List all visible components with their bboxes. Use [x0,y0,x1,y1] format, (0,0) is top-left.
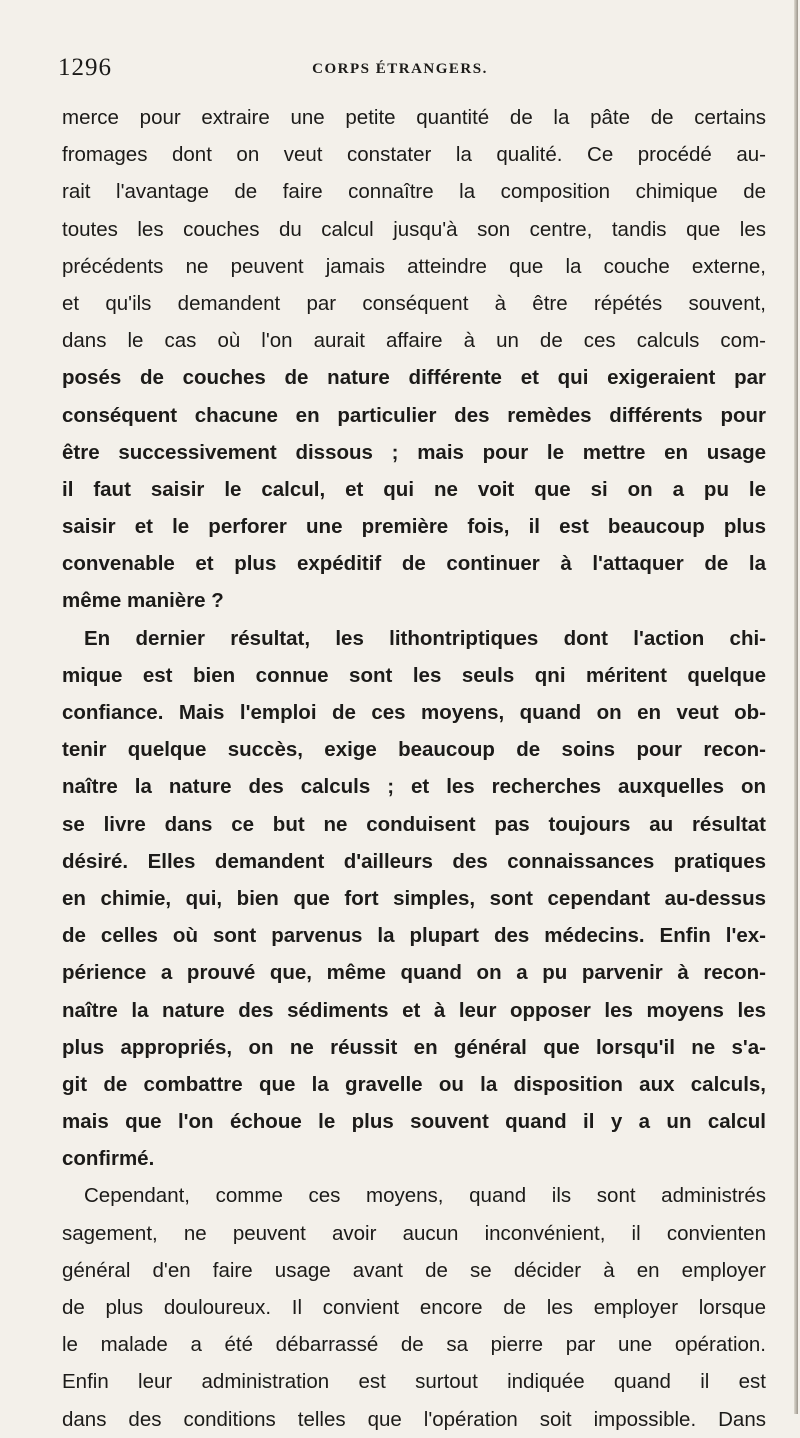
page-header [0,54,800,88]
text-line: naître la nature des calculs ; et les recherches auxquelles on [62,775,766,799]
text-line: sagement, ne peuvent avoir aucun inconvénient, il convienten [62,1221,766,1245]
text-line: naître la nature des sédiments et à leur opposer les moyens les [62,998,766,1022]
body-text [62,99,766,1438]
page-edge-shadow [794,0,798,1414]
text-line: général d'en faire usage avant de se décider à en employer [62,1258,766,1282]
running-head: CORPS ÉTRANGERS. [312,61,488,77]
text-line: il faut saisir le calcul, et qui ne voit que si on a pu le [62,477,766,501]
text-line: dans le cas où l'on aurait affaire à un de ces calculs com- [62,329,766,353]
text-line: plus appropriés, on ne réussit en général que lorsqu'il ne s'a- [62,1035,766,1059]
text-line: mique est bien connue sont les seuls qni méritent quelque [62,663,766,687]
text-line: rait l'avantage de faire connaître la composition chimique de [62,180,766,204]
text-line: de plus douloureux. Il convient encore de les employer lorsque [62,1296,766,1319]
text-line: tenir quelque succès, exige beaucoup de soins pour recon- [62,738,766,762]
text-line: dans des conditions telles que l'opération soit impossible. Dans [62,1407,766,1431]
text-line: Cependant, comme ces moyens, quand ils sont administrés [84,1184,766,1208]
text-line: toutes les couches du calcul jusqu'à son centre, tandis que les [62,217,766,241]
text-line: et qu'ils demandent par conséquent à être répétés souvent, [62,291,766,315]
text-line: fromages dont on veut constater la qualité. Ce procédé au- [62,143,766,167]
text-line: même manière ? [62,589,224,613]
page-number: 1296 [58,54,112,81]
text-line: saisir et le perforer une première fois, il est beaucoup plus [62,515,766,539]
text-line: en chimie, qui, bien que fort simples, sont cependant au-dessus [62,886,766,910]
text-line: se livre dans ce but ne conduisent pas toujours au résultat [62,812,766,836]
text-line: mais que l'on échoue le plus souvent quand il y a un calcul [62,1110,766,1134]
text-line: convenable et plus expéditif de continuer à l'attaquer de la [62,552,766,576]
text-line: confirmé. [62,1147,155,1171]
text-line: merce pour extraire une petite quantité de la pâte de certains [62,106,766,129]
text-line: En dernier résultat, les lithontriptiques dont l'action chi- [84,626,766,650]
text-line: désiré. Elles demandent d'ailleurs des connaissances pratiques [62,849,766,873]
text-line: le malade a été débarrassé de sa pierre par une opération. [62,1333,766,1357]
text-line: git de combattre que la gravelle ou la disposition aux calculs, [62,1072,766,1096]
text-line: être successivement dissous ; mais pour le mettre en usage [62,440,766,464]
text-line: de celles où sont parvenus la plupart des médecins. Enfin l'ex- [62,924,766,948]
text-line: conséquent chacune en particulier des remèdes différents pour [62,403,766,427]
text-line: précédents ne peuvent jamais atteindre que la couche externe, [62,254,766,278]
text-line: Enfin leur administration est surtout indiquée quand il est [62,1370,766,1394]
text-line: périence a prouvé que, même quand on a pu parvenir à recon- [62,961,766,985]
text-line: confiance. Mais l'emploi de ces moyens, quand on en veut ob- [62,701,766,724]
text-line: posés de couches de nature différente et qui exigeraient par [62,366,766,390]
